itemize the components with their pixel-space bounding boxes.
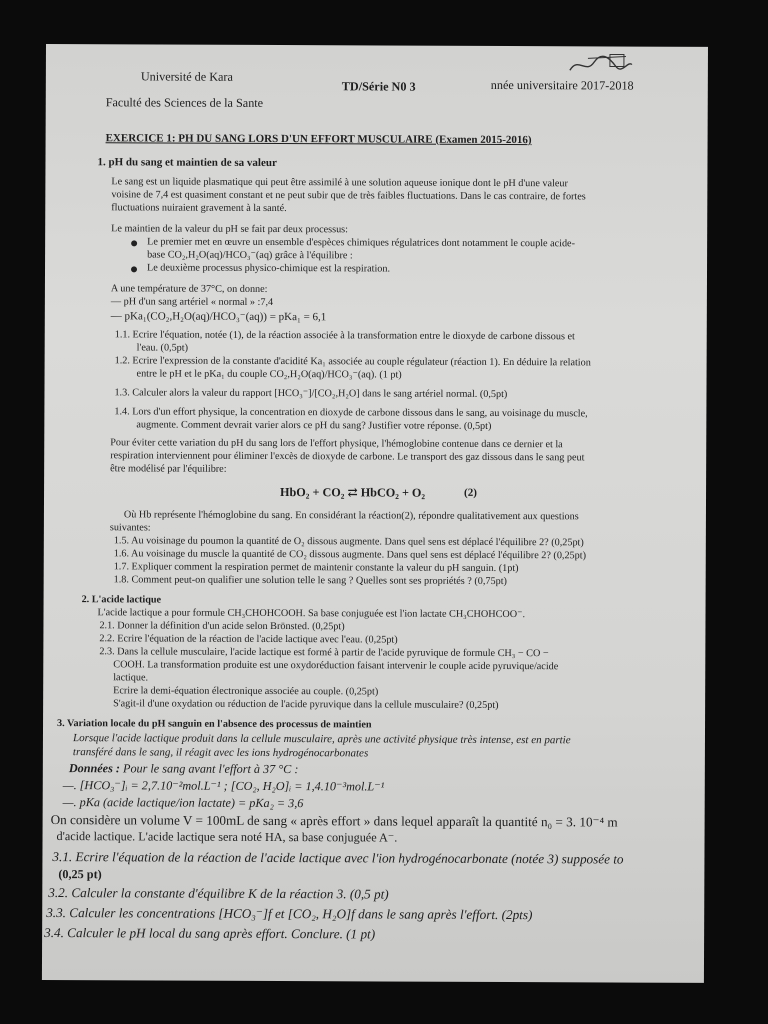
bullet-icon	[131, 240, 137, 246]
intro-line: fluctuations nuiraient gravement à la santé.	[111, 202, 287, 215]
exercise-title: EXERCICE 1: PH DU SANG LORS D'UN EFFORT MUSCULAIRE (Examen 2015-2016)	[105, 132, 532, 147]
data-line: —. [HCO₃⁻]ᵢ = 2,7.10⁻²mol.L⁻¹ ; [CO₂, H₂O]ᵢ = 1,4.10⁻³mol.L⁻¹	[62, 778, 385, 794]
question-2-2: 2.2. Ecrire l'équation de la réaction de l'acide lactique avec l'eau. (0,25pt)	[99, 633, 398, 646]
hb-note-line: Où Hb représente l'hémoglobine du sang. En considérant la réaction(2), répondre qualitativement aux questions	[123, 509, 579, 523]
question-3-2: 3.2. Calculer la constante d'équilibre K de la réaction 3. (0,5 pt)	[48, 885, 389, 902]
question-1-8: 1.8. Comment peut-on qualifier une solution telle le sang ? Quelles sont ses propriétés ? (0,75pt)	[113, 574, 507, 588]
question-1-5: 1.5. Au voisinage du poumon la quantité de O₂ dissous augmente. Dans quel sens est déplacé l'équilibre 2? (0,25pt)	[113, 535, 584, 549]
question-1-3: 1.3. Calculer alors la valeur du rapport [HCO₃⁻]/[CO₂,H₂O] dans le sang artériel normal. (0,5pt)	[114, 387, 508, 401]
intro-line: voisine de 7,4 est quasiment constant et ne peut subir que de très faibles fluctuations. Dans le cas contraire, de fortes	[111, 189, 586, 203]
hb-intro-line: Pour éviter cette variation du pH du sang lors de l'effort physique, l'hémoglobine contenue dans ce dernier et la	[110, 437, 563, 451]
section-3-intro: transféré dans le sang, il réagit avec les ions hydrogénocarbonates	[72, 746, 369, 760]
question-3-4: 3.4. Calculer le pH local du sang après effort. Conclure. (1 pt)	[44, 925, 376, 942]
university-name: Université de Kara	[140, 69, 233, 84]
question-1-7: 1.7. Expliquer comment la respiration permet de maintenir constante la valeur du pH sanguin. (1pt)	[113, 561, 519, 575]
exam-sheet	[42, 44, 708, 983]
question-2-3: 2.3. Dans la cellule musculaire, l'acide lactique est formé à partir de l'acide pyruvique de formule CH₃ − CO −	[99, 646, 549, 660]
question-1-4-cont: augmente. Comment devrait varier alors ce pH du sang? Justifier votre réponse. (0,5pt)	[136, 419, 492, 432]
processes-intro: Le maintien de la valeur du pH se fait par deux processus:	[111, 223, 348, 236]
question-1-2-cont: entre le pH et le pKa₁ du couple CO₂,H₂O(aq)/HCO₃⁻(aq). (1 pt)	[136, 368, 402, 381]
hb-note-line: suivantes:	[109, 522, 151, 534]
section-2-heading: 2. L'acide lactique	[81, 594, 162, 606]
equilibrium-equation: HbO₂ + CO₂ ⇄ HbCO₂ + O₂	[280, 485, 426, 500]
series-title: TD/Série N0 3	[341, 79, 416, 94]
section-2-line: L'acide lactique a pour formule CH₃CHOHCOOH. Sa base conjuguée est l'ion lactate CH₃CHOHCOO⁻.	[97, 607, 526, 621]
given-line: — pH d'un sang artériel « normal » :7,4	[110, 296, 274, 308]
section-1-heading: 1. pH du sang et maintien de sa valeur	[97, 156, 277, 170]
academic-year: nnée universitaire 2017-2018	[490, 77, 634, 93]
bullet-icon	[131, 266, 137, 272]
question-2-3-cont: COOH. La transformation produite est une oxydoréduction faisant intervenir le couple acide pyruvique/acide	[113, 659, 559, 673]
donnees-label: Données :	[68, 761, 120, 776]
data-line: —. pKa (acide lactique/ion lactate) = pKa₂ = 3,6	[62, 795, 304, 811]
hb-intro-line: être modélisé par l'équilibre:	[110, 463, 227, 475]
equation-number: (2)	[464, 486, 477, 499]
bullet-line: Le premier met en œuvre un ensemble d'espèces chimiques régulatrices dont notamment le couple acide-	[147, 236, 576, 250]
question-2-1: 2.1. Donner la définition d'un acide selon Brönsted. (0,25pt)	[99, 620, 345, 633]
given-line: — pKa₁(CO₂,H₂O(aq)/HCO₃⁻(aq)) = pKa₁ = 6,1	[110, 310, 327, 324]
signature-stamp	[566, 52, 636, 78]
bullet-line: Le deuxième processus physico-chimique est la respiration.	[146, 262, 391, 275]
question-1-2: 1.2. Ecrire l'expression de la constante d'acidité Ka₁ associée au couple régulateur (réaction 1). En déduire la relation	[114, 355, 591, 369]
section-3-intro: Lorsque l'acide lactique produit dans la cellule musculaire, après une activité physique très intense, est en partie	[72, 732, 571, 747]
volume-line: On considère un volume V = 100mL de sang « après effort » dans lequel apparaît la quantité n₀ = 3. 10⁻⁴ m	[50, 812, 618, 830]
given-line: A une température de 37°C, on donne:	[110, 283, 268, 295]
question-3-1-points: (0,25 pt)	[58, 867, 102, 882]
question-3-3: 3.3. Calculer les concentrations [HCO₃⁻]f et [CO₂, H₂O]f dans le sang après l'effort. (2pts)	[46, 905, 533, 923]
question-1-1-cont: l'eau. (0,5pt)	[136, 342, 189, 354]
question-2-3-cont: lactique.	[113, 672, 149, 684]
question-1-1: 1.1. Ecrire l'équation, notée (1), de la réaction associée à la transformation entre le dioxyde de carbone dissous et	[114, 329, 575, 343]
question-3-1: 3.1. Ecrire l'équation de la réaction de l'acide lactique avec l'ion hydrogénocarbonate (notée 3) supposée to	[52, 849, 624, 867]
section-3-heading: 3. Variation locale du pH sanguin en l'absence des processus de maintien	[57, 718, 372, 731]
question-1-6: 1.6. Au voisinage du muscle la quantité de CO₂ dissous augmente. Dans quel sens est déplacé l'équilibre 2? (0,25pt)	[113, 548, 587, 562]
question-2-3-cont: Ecrire la demi-équation électronique associée au couple. (0,25pt)	[113, 685, 379, 698]
volume-line: d'acide lactique. L'acide lactique sera noté HA, sa base conjuguée A⁻.	[56, 829, 398, 845]
bullet-line: base CO₂,H₂O(aq)/HCO₃⁻(aq) grâce à l'équilibre :	[147, 249, 353, 262]
hb-intro-line: respiration interviennent pour éliminer l'excès de dioxyde de carbone. Le transport des gaz dissous dans le sang peut	[110, 450, 585, 464]
intro-line: Le sang est un liquide plasmatique qui peut être assimilé à une solution aqueuse ionique dont le pH d'une valeur	[111, 176, 568, 190]
question-1-4: 1.4. Lors d'un effort physique, la concentration en dioxyde de carbone dissous dans le sang, au voisinage du muscle,	[114, 406, 588, 420]
donnees-text: Pour le sang avant l'effort à 37 °C :	[122, 761, 299, 777]
faculty-name: Faculté des Sciences de la Sante	[105, 95, 264, 110]
question-2-3-cont: S'agit-il d'une oxydation ou réduction de l'acide pyruvique dans la cellule musculaire? (0,25pt)	[113, 698, 499, 711]
